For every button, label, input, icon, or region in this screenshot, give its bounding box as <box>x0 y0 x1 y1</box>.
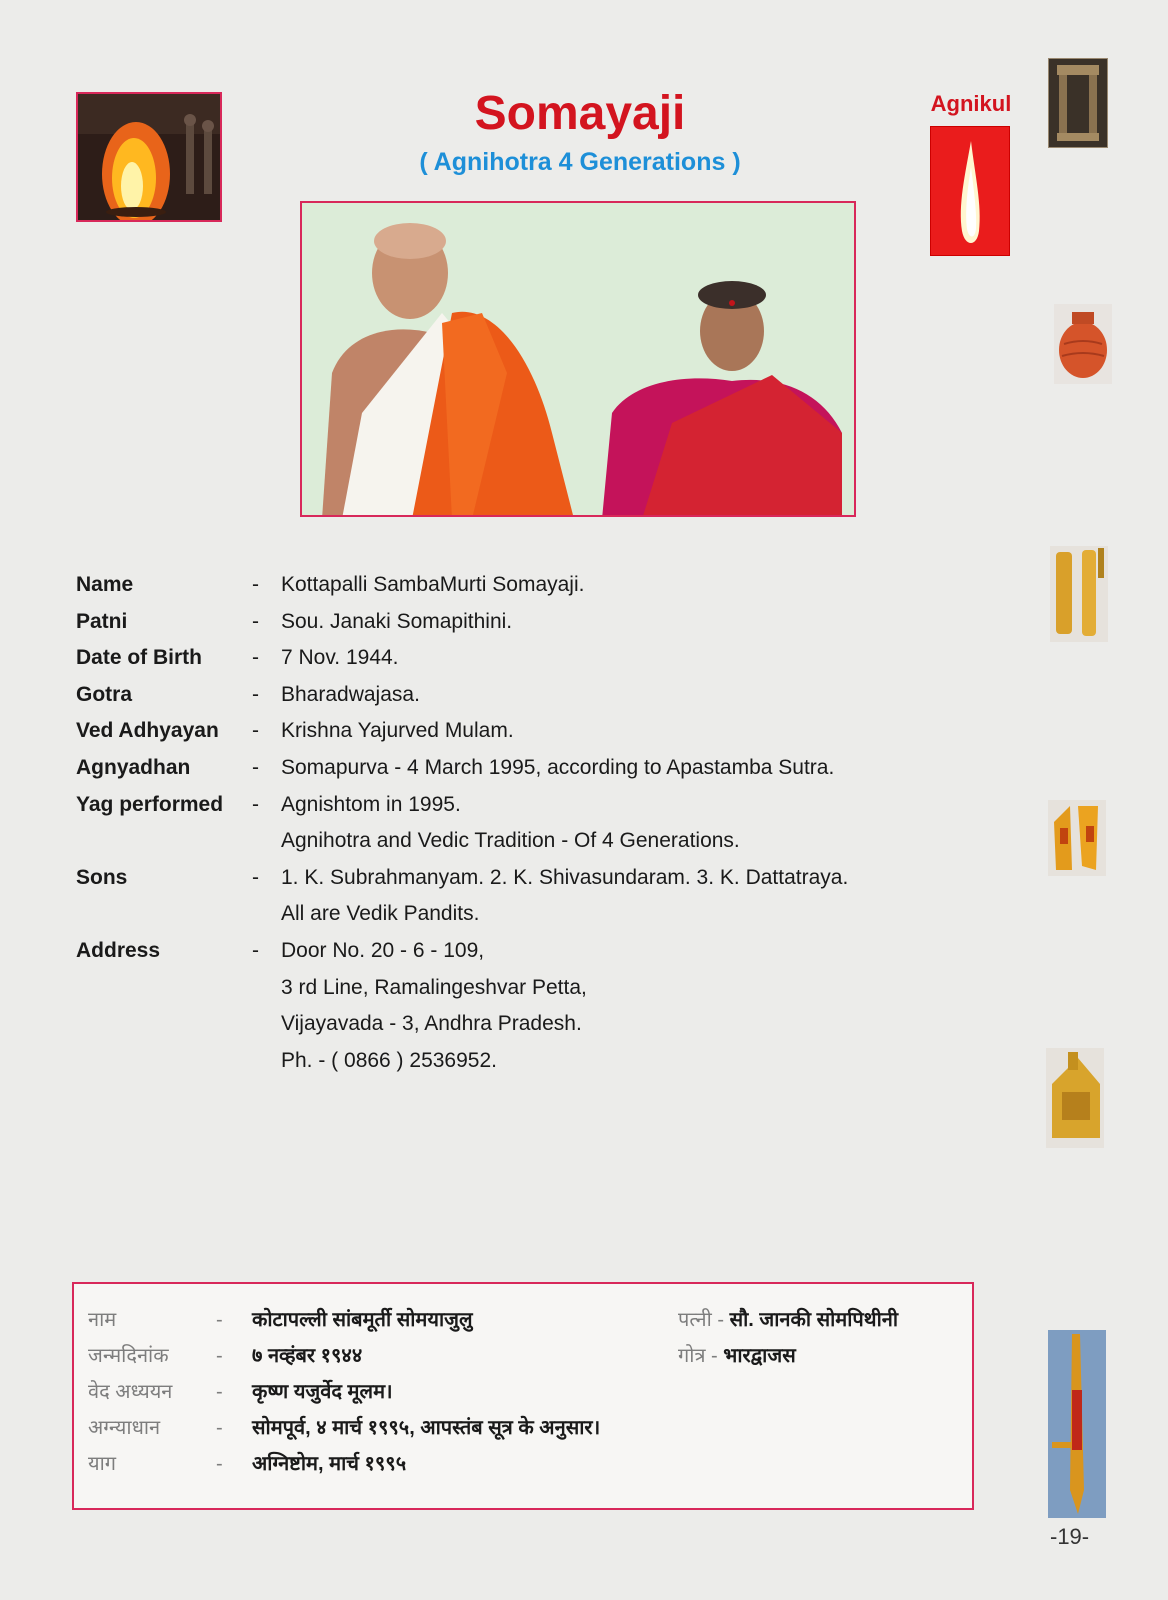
detail-value: Kottapalli SambaMurti Somayaji. <box>281 573 585 596</box>
detail-value: 3 rd Line, Ramalingeshvar Petta, <box>281 975 587 999</box>
ladle-icon <box>1046 1048 1104 1148</box>
hindi-gotra-value: भारद्वाजस <box>723 1345 796 1367</box>
hindi-label: जन्मदिनांक <box>88 1345 169 1367</box>
detail-value: Agnihotra and Vedic Tradition - Of 4 Generations. <box>281 829 740 853</box>
couple-photo <box>300 201 856 517</box>
wooden-stand-image <box>1048 58 1108 148</box>
sacred-stick-image <box>1048 1330 1106 1518</box>
detail-label: Gotra <box>76 682 133 706</box>
detail-dash: - <box>252 792 259 816</box>
hindi-patni-value: सौ. जानकी सोमपिथीनी <box>729 1309 899 1331</box>
detail-label: Date of Birth <box>76 646 202 670</box>
detail-label: Ved Adhyayan <box>76 719 219 743</box>
hindi-value: सोमपूर्व, ४ मार्च १९९५, आपस्तंब सूत्र के अनुसार। <box>252 1417 601 1439</box>
agnikul-flame-logo <box>930 126 1010 256</box>
hindi-dash: - <box>216 1417 223 1439</box>
clay-pot-image <box>1054 304 1112 384</box>
hindi-value: कोटापल्ली सांबमूर्ती सोमयाजुलु <box>252 1309 473 1331</box>
detail-dash: - <box>252 719 259 743</box>
page-title: Somayaji <box>474 87 686 140</box>
detail-dash: - <box>252 573 259 596</box>
hindi-label: अग्न्याधान <box>88 1417 161 1439</box>
hindi-summary-box <box>72 1282 974 1510</box>
detail-value: 1. K. Subrahmanyam. 2. K. Shivasundaram. 3. K. Dattatraya. <box>281 865 849 889</box>
detail-label: Agnyadhan <box>76 756 191 779</box>
couple-illustration <box>302 203 856 517</box>
sticks-icon <box>1050 546 1108 642</box>
detail-label: Patni <box>76 609 128 633</box>
detail-dash: - <box>252 682 259 706</box>
hindi-dash: - <box>216 1381 223 1403</box>
wooden-ladle-image <box>1046 1048 1104 1148</box>
detail-dash: - <box>252 756 259 779</box>
hindi-value: अग्निष्टोम, मार्च १९९५ <box>252 1453 407 1475</box>
detail-dash: - <box>252 646 259 670</box>
detail-dash: - <box>252 609 259 633</box>
detail-value: Ph. - ( 0866 ) 2536952. <box>281 1048 497 1072</box>
hindi-dash: - <box>216 1345 223 1367</box>
detail-value: 7 Nov. 1944. <box>281 646 399 670</box>
pot-icon <box>1054 304 1112 384</box>
detail-label: Sons <box>76 865 128 889</box>
hindi-label: याग <box>88 1453 117 1475</box>
detail-value: Vijayavada - 3, Andhra Pradesh. <box>281 1012 582 1036</box>
detail-label: Yag performed <box>76 792 224 816</box>
stand-icon <box>1049 59 1107 147</box>
detail-value: All are Vedik Pandits. <box>281 902 480 926</box>
fire-illustration <box>78 94 222 222</box>
stick-icon <box>1048 1330 1106 1518</box>
page-subtitle: ( Agnihotra 4 Generations ) <box>419 148 741 176</box>
flame-icon <box>931 127 1009 255</box>
wooden-spoons-image <box>1048 800 1106 876</box>
detail-value: Krishna Yajurved Mulam. <box>281 719 514 743</box>
hindi-label: वेद अध्ययन <box>88 1381 173 1403</box>
detail-value: Sou. Janaki Somapithini. <box>281 609 513 633</box>
hindi-dash: - <box>216 1453 223 1475</box>
detail-label: Name <box>76 573 134 596</box>
hindi-value: कृष्ण यजुर्वेद मूलम। <box>252 1381 393 1403</box>
hindi-dash: - <box>216 1309 223 1331</box>
detail-value: Bharadwajasa. <box>281 682 420 706</box>
page-number: -19- <box>1050 1524 1090 1549</box>
hindi-gotra <box>678 1344 796 1368</box>
hindi-patni <box>678 1308 898 1332</box>
hindi-value: ७ नव्हंबर १९४४ <box>252 1345 363 1367</box>
detail-value: Somapurva - 4 March 1995, according to Apastamba Sutra. <box>281 756 835 779</box>
detail-value: Door No. 20 - 6 - 109, <box>281 939 485 962</box>
detail-dash: - <box>252 865 259 889</box>
spoons-icon <box>1048 800 1106 876</box>
yagna-fire-photo <box>76 92 222 222</box>
agnikul-label: Agnikul <box>930 91 1012 116</box>
hindi-gotra-label: गोत्र - <box>678 1345 718 1367</box>
hindi-label: नाम <box>88 1309 117 1331</box>
wooden-sticks-image <box>1050 546 1108 642</box>
detail-dash: - <box>252 939 259 962</box>
detail-value: Agnishtom in 1995. <box>281 792 461 816</box>
hindi-patni-label: पत्नी - <box>678 1309 724 1331</box>
detail-label: Address <box>76 939 161 962</box>
